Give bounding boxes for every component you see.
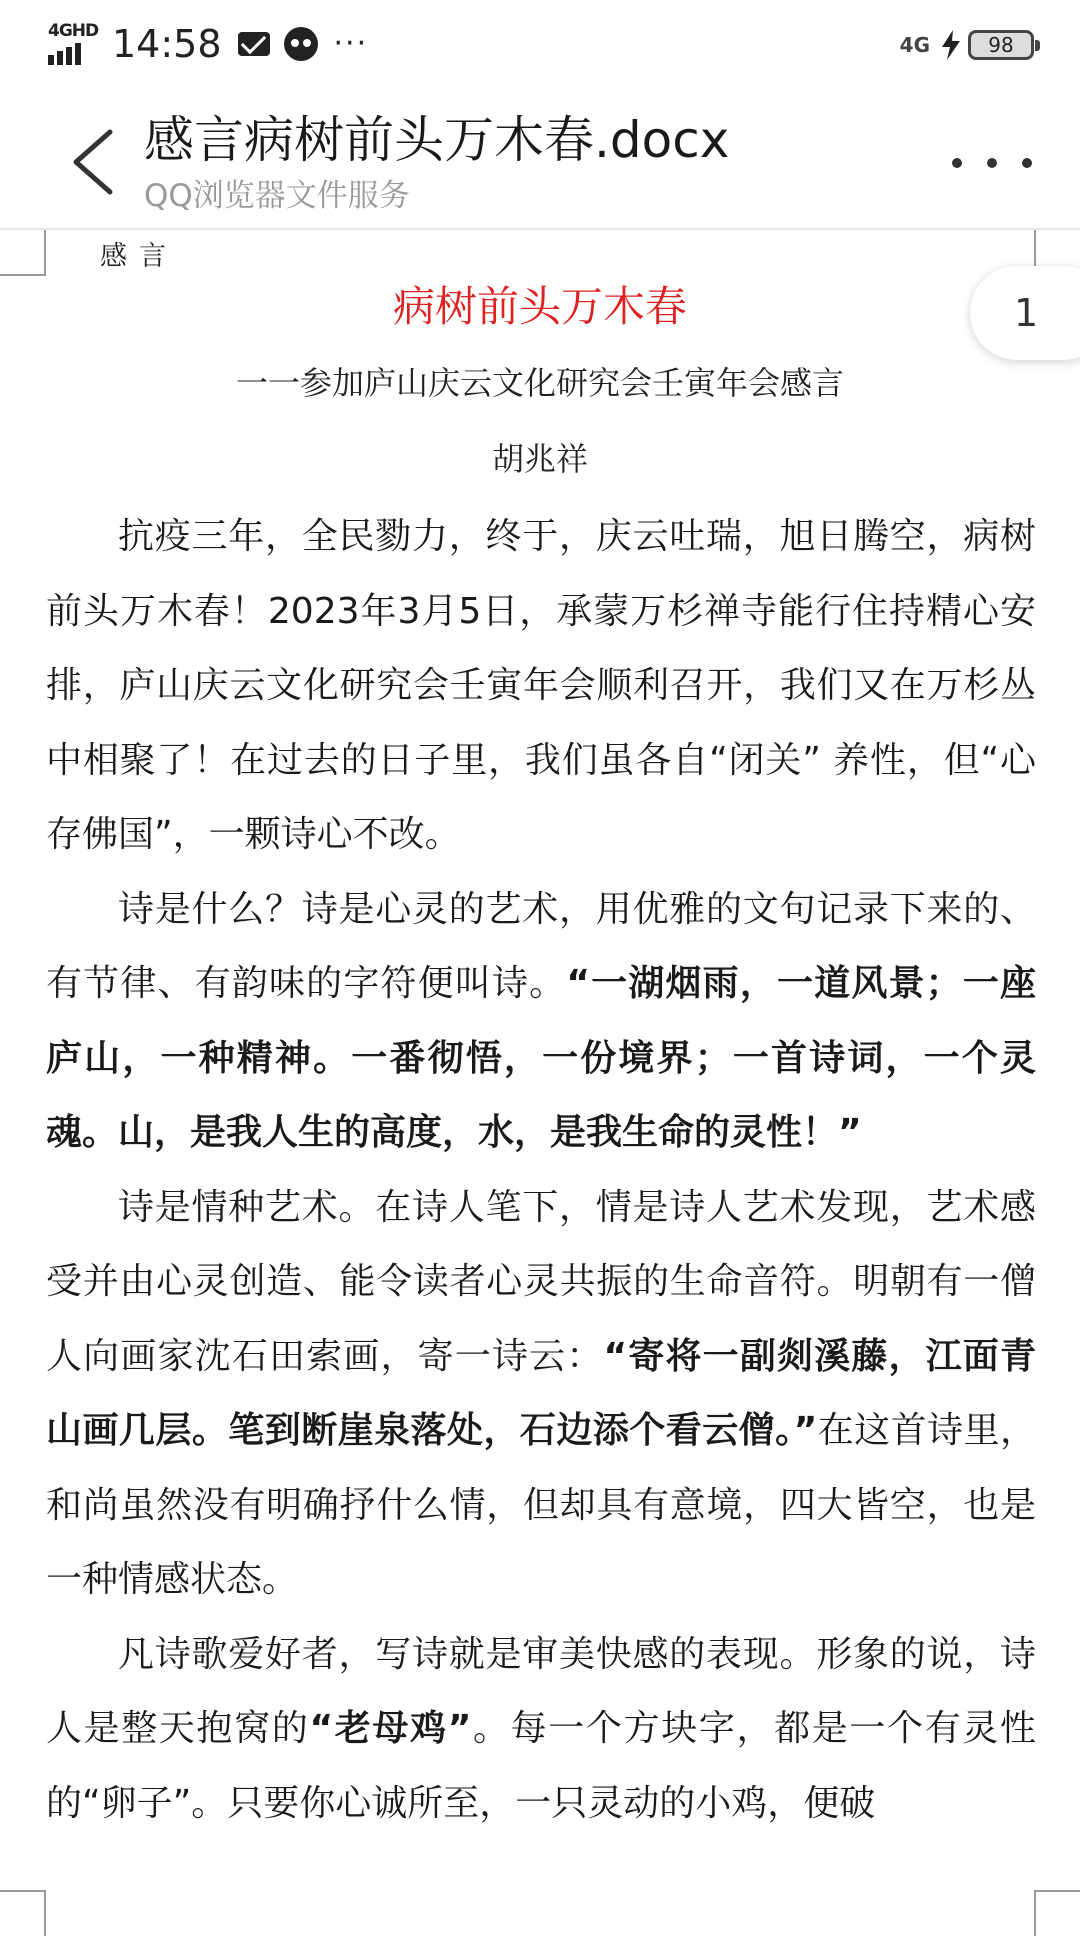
- app-header: [0, 86, 1080, 230]
- charging-bolt-icon: [940, 30, 962, 60]
- status-right: [900, 20, 1034, 70]
- page-corner-mark: [1034, 1890, 1080, 1936]
- document-heading: 病树前头万木春: [392, 282, 687, 331]
- more-dot-icon: [987, 158, 997, 168]
- paragraph: [46, 500, 1036, 873]
- status-time: 14:58: [112, 22, 222, 66]
- paragraph-text: 在这首诗里，和尚虽然没有明确抒什么情，但却具有意境，四大皆空，也是一种情感状态。: [46, 1410, 1036, 1600]
- more-notifications-indicator: ···: [333, 26, 369, 61]
- cellular-signal-icon: [46, 21, 98, 67]
- app-notification-icon: [284, 27, 318, 61]
- chevron-left-icon: [62, 122, 122, 202]
- paragraph-text: 。每一个方块字，都是一个有灵性的“卵子”。只要你心诚所至，一只灵动的小鸡，便破: [46, 1708, 1036, 1824]
- page-number: 1: [1014, 291, 1039, 335]
- paragraph-quote: “老母鸡”: [309, 1708, 472, 1749]
- battery-level: 98: [988, 33, 1014, 57]
- document-header-label: 感言: [100, 241, 178, 272]
- more-options-button[interactable]: [952, 138, 1032, 188]
- paragraph-text: 诗是情种艺术。在诗人笔下，情是诗人艺术发现，艺术感受并由心灵创造、能令读者心灵共振的生命音符。明朝有一僧人向画家沈石田索画，寄一诗云：: [46, 1186, 1036, 1377]
- document-author: 胡兆祥: [491, 440, 588, 478]
- paragraph-text: 凡诗歌爱好者，写诗就是审美快感的表现。形象的说，诗人是整天抱窝的: [46, 1633, 1036, 1749]
- page-corner-mark: [0, 230, 46, 276]
- paragraph-text: 诗是什么？诗是心灵的艺术，用优雅的文句记录下来的、有节律、有韵味的字符便叫诗。: [46, 888, 1036, 1004]
- more-dot-icon: [1022, 158, 1032, 168]
- page-corner-mark: [0, 1890, 46, 1936]
- document-page[interactable]: [0, 230, 1080, 1936]
- document-subtitle: QQ浏览器文件服务: [144, 178, 410, 214]
- back-button[interactable]: [62, 122, 122, 202]
- network-4g-label: 4G: [899, 33, 930, 57]
- document-body: [46, 500, 1036, 1841]
- mail-icon: [238, 32, 270, 56]
- battery-icon: [968, 30, 1034, 60]
- paragraph: [46, 873, 1036, 1171]
- paragraph-quote: “一湖烟雨，一道风景；一座庐山，一种精神。一番彻悟，一份境界；一首诗词，一个灵魂。山，是我人生的高度，水，是我生命的灵性！”: [46, 963, 1036, 1153]
- status-bar: [0, 0, 1080, 86]
- document-title: 感言病树前头万木春.docx: [144, 111, 730, 169]
- document-subheading: 一一参加庐山庆云文化研究会壬寅年会感言: [235, 364, 844, 402]
- paragraph: [46, 1171, 1036, 1618]
- paragraph-text: 抗疫三年，全民勠力，终于，庆云吐瑞，旭日腾空，病树前头万木春！2023年3月5日，承蒙万杉禅寺能行住持精心安排，庐山庆云文化研究会壬寅年会顺利召开，我们又在万杉丛中相聚了！在过去的日子里，我们虽各自“闭关” 养性，但“心存佛国”，一颗诗心不改。: [46, 516, 1036, 855]
- more-dot-icon: [952, 158, 962, 168]
- page-number-indicator[interactable]: [970, 266, 1080, 360]
- signal-bars: [48, 43, 81, 65]
- paragraph-quote: “寄将一副剡溪藤，江面青山画几层。笔到断崖泉落处，石边添个看云僧。”: [46, 1335, 1036, 1451]
- status-left: [46, 16, 368, 72]
- paragraph: [46, 1618, 1036, 1842]
- network-type-label: 4GHD: [48, 21, 99, 41]
